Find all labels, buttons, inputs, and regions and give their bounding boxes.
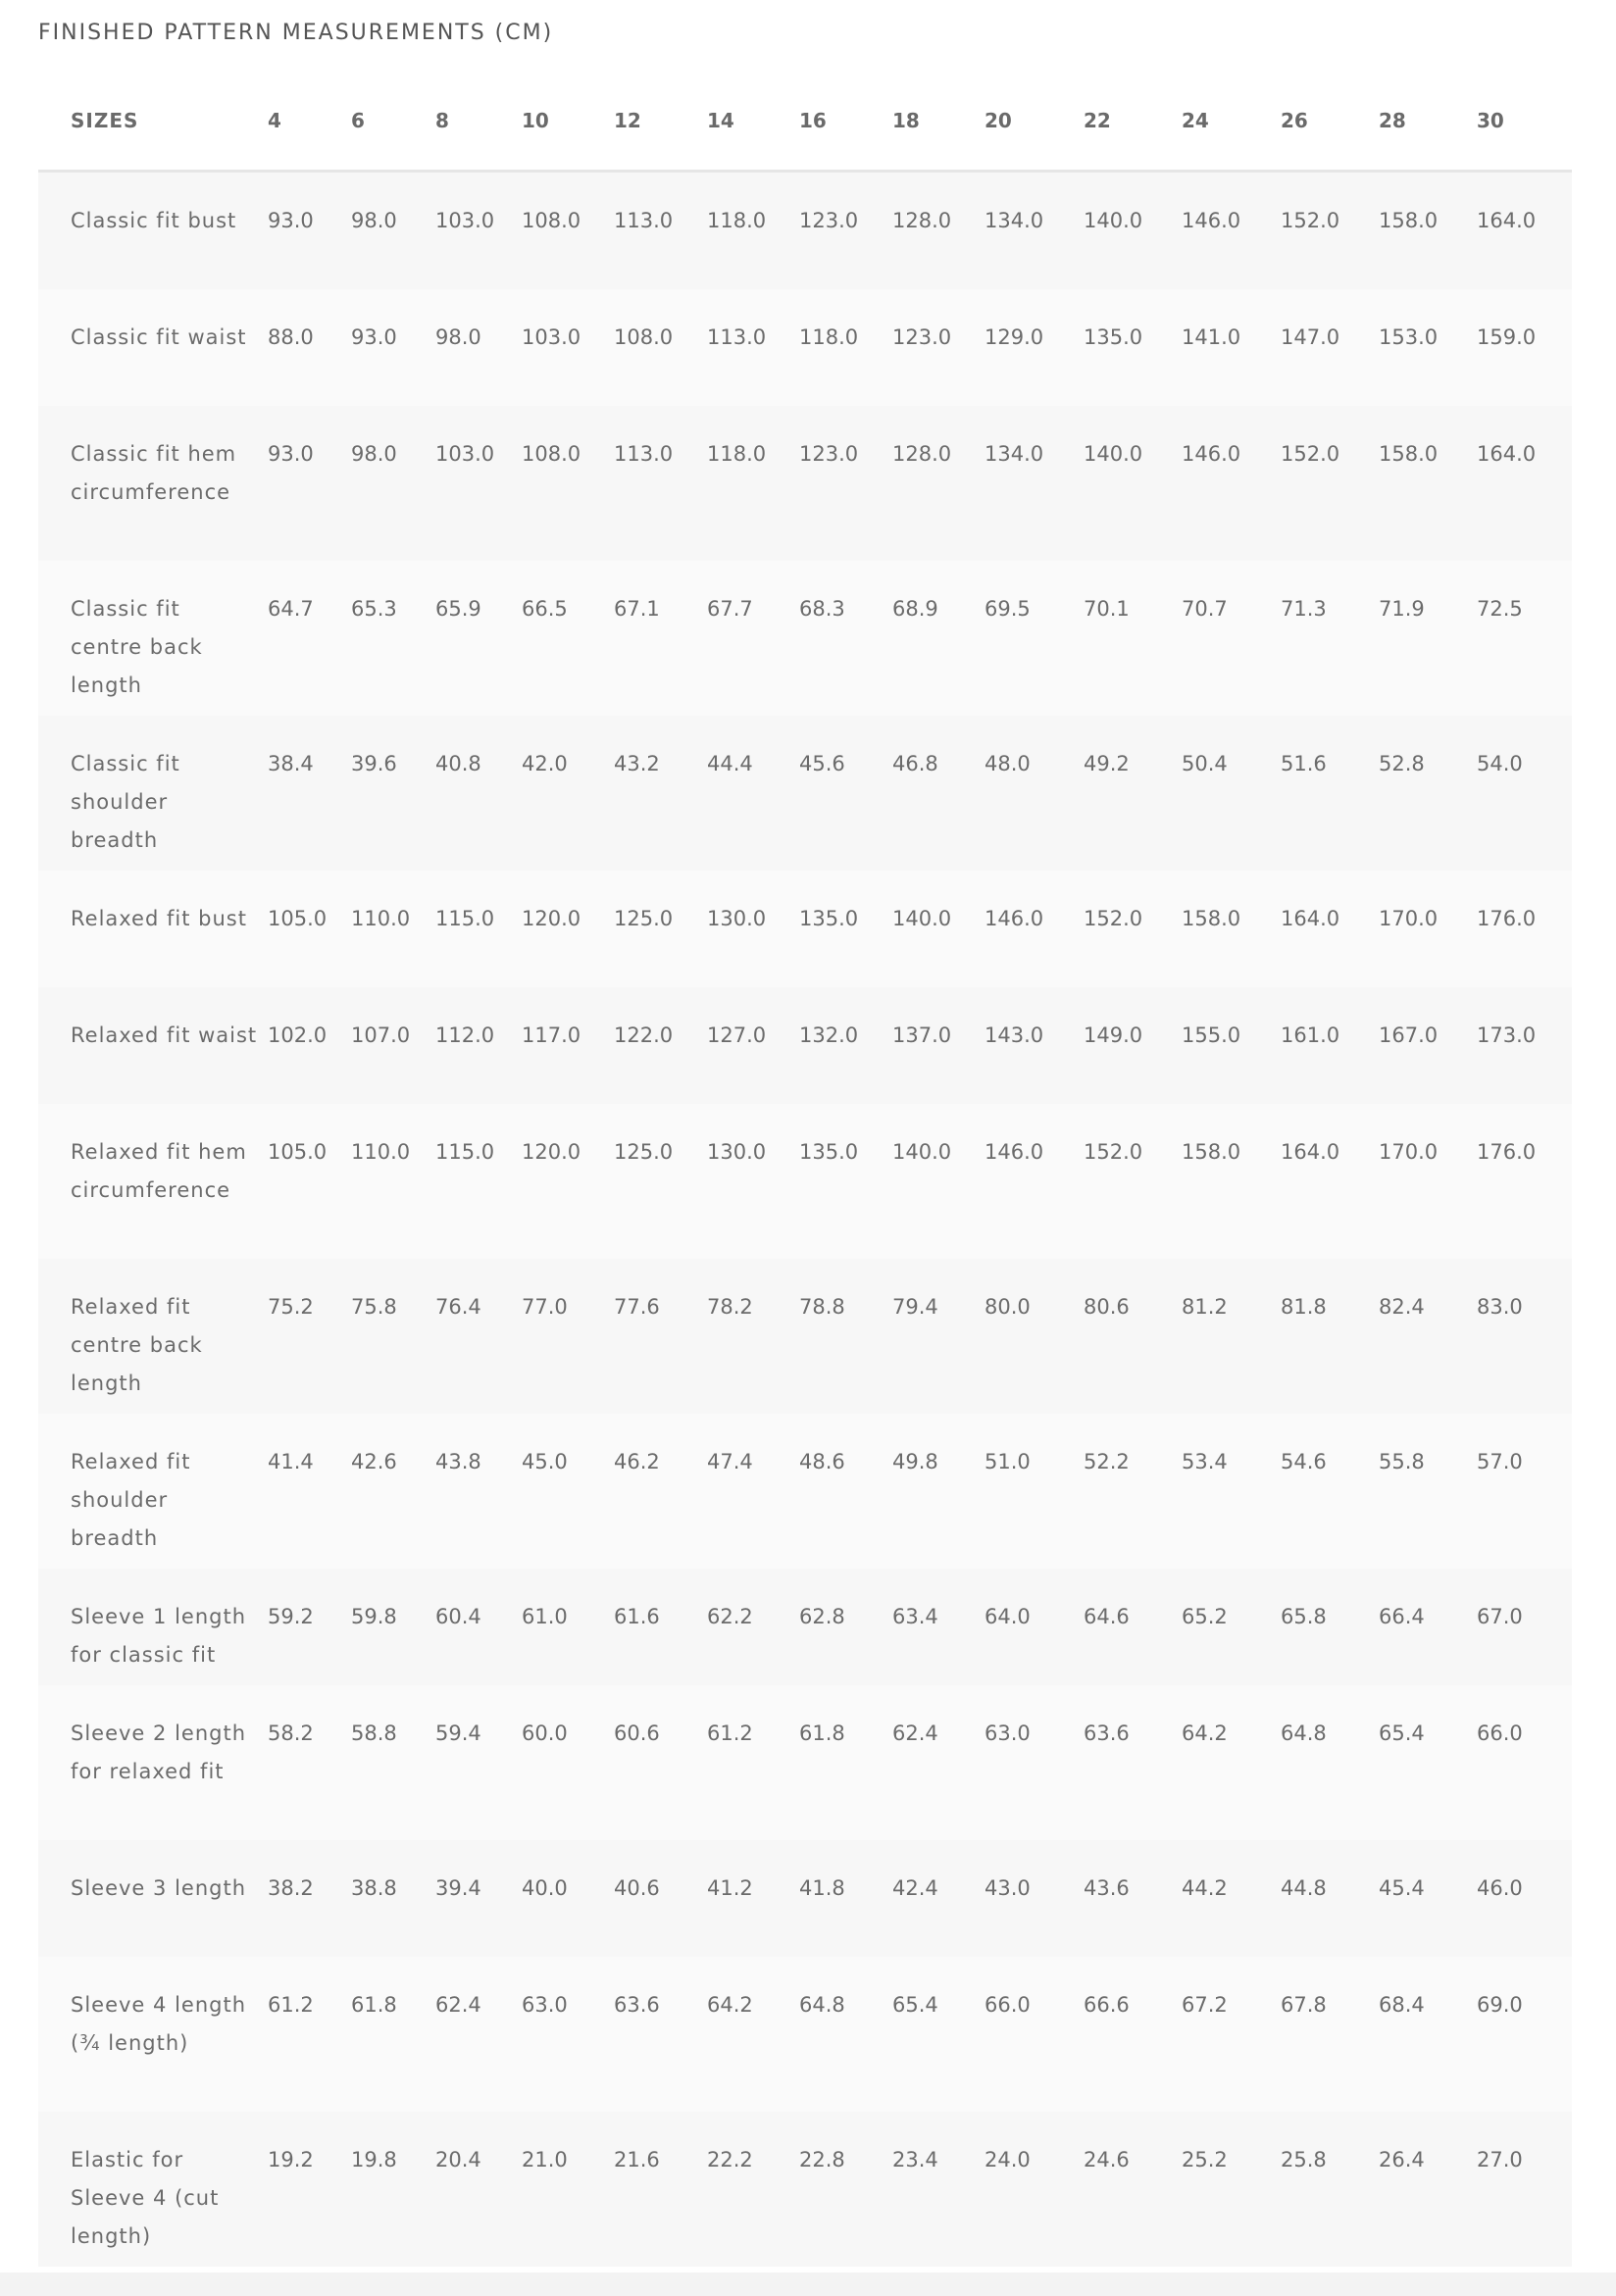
measurement-cell: 98.0 bbox=[351, 172, 435, 290]
measurement-cell: 23.4 bbox=[892, 2112, 985, 2267]
measurement-cell: 64.8 bbox=[1281, 1685, 1379, 1840]
row-label: Classic fit centre back length bbox=[38, 561, 268, 716]
measurement-cell: 158.0 bbox=[1182, 1104, 1281, 1259]
measurement-cell: 152.0 bbox=[1281, 406, 1379, 561]
measurement-cell: 176.0 bbox=[1477, 1104, 1572, 1259]
measurement-cell: 110.0 bbox=[351, 1104, 435, 1259]
measurement-cell: 20.4 bbox=[435, 2112, 522, 2267]
measurement-cell: 128.0 bbox=[892, 406, 985, 561]
measurement-cell: 113.0 bbox=[614, 406, 707, 561]
measurement-cell: 19.2 bbox=[268, 2112, 351, 2267]
measurement-cell: 103.0 bbox=[522, 289, 614, 406]
measurement-cell: 77.0 bbox=[522, 1259, 614, 1414]
measurement-cell: 66.5 bbox=[522, 561, 614, 716]
size-header: 24 bbox=[1182, 71, 1281, 172]
table-row bbox=[38, 2112, 1572, 2267]
measurement-cell: 46.0 bbox=[1477, 1840, 1572, 1957]
measurement-cell: 25.8 bbox=[1281, 2112, 1379, 2267]
measurement-cell: 164.0 bbox=[1281, 871, 1379, 987]
measurement-cell: 147.0 bbox=[1281, 289, 1379, 406]
measurement-cell: 40.0 bbox=[522, 1840, 614, 1957]
measurement-cell: 42.0 bbox=[522, 716, 614, 871]
measurement-cell: 55.8 bbox=[1379, 1414, 1477, 1569]
measurement-cell: 81.8 bbox=[1281, 1259, 1379, 1414]
size-header: 14 bbox=[707, 71, 799, 172]
measurement-cell: 170.0 bbox=[1379, 1104, 1477, 1259]
measurement-cell: 146.0 bbox=[985, 1104, 1084, 1259]
measurement-cell: 61.8 bbox=[351, 1957, 435, 2112]
measurement-cell: 63.0 bbox=[522, 1957, 614, 2112]
row-label: Classic fit shoulder breadth bbox=[38, 716, 268, 871]
measurement-cell: 65.8 bbox=[1281, 1569, 1379, 1685]
measurement-cell: 19.8 bbox=[351, 2112, 435, 2267]
measurement-cell: 67.1 bbox=[614, 561, 707, 716]
measurement-cell: 103.0 bbox=[435, 172, 522, 290]
measurement-cell: 135.0 bbox=[799, 871, 892, 987]
measurement-cell: 78.8 bbox=[799, 1259, 892, 1414]
measurement-cell: 110.0 bbox=[351, 871, 435, 987]
size-header: 4 bbox=[268, 71, 351, 172]
size-header: 30 bbox=[1477, 71, 1572, 172]
measurement-cell: 120.0 bbox=[522, 1104, 614, 1259]
measurement-cell: 159.0 bbox=[1477, 289, 1572, 406]
measurement-cell: 88.0 bbox=[268, 289, 351, 406]
measurement-cell: 38.4 bbox=[268, 716, 351, 871]
measurement-cell: 50.4 bbox=[1182, 716, 1281, 871]
row-label: Classic fit hem circumference bbox=[38, 406, 268, 561]
measurement-cell: 61.8 bbox=[799, 1685, 892, 1840]
table-row bbox=[38, 1957, 1572, 2112]
measurement-cell: 63.6 bbox=[1084, 1685, 1182, 1840]
measurement-cell: 164.0 bbox=[1477, 406, 1572, 561]
measurement-cell: 135.0 bbox=[1084, 289, 1182, 406]
measurement-cell: 82.4 bbox=[1379, 1259, 1477, 1414]
measurement-cell: 39.4 bbox=[435, 1840, 522, 1957]
measurement-cell: 67.2 bbox=[1182, 1957, 1281, 2112]
measurement-cell: 45.6 bbox=[799, 716, 892, 871]
measurement-cell: 43.2 bbox=[614, 716, 707, 871]
measurement-cell: 51.6 bbox=[1281, 716, 1379, 871]
size-header: 6 bbox=[351, 71, 435, 172]
table-row bbox=[38, 1414, 1572, 1569]
table-row bbox=[38, 1569, 1572, 1685]
row-label: Relaxed fit centre back length bbox=[38, 1259, 268, 1414]
measurement-cell: 123.0 bbox=[799, 406, 892, 561]
measurement-cell: 176.0 bbox=[1477, 871, 1572, 987]
measurement-cell: 71.3 bbox=[1281, 561, 1379, 716]
measurement-cell: 77.6 bbox=[614, 1259, 707, 1414]
measurement-cell: 120.0 bbox=[522, 871, 614, 987]
measurement-cell: 62.2 bbox=[707, 1569, 799, 1685]
measurement-cell: 134.0 bbox=[985, 406, 1084, 561]
measurement-cell: 135.0 bbox=[799, 1104, 892, 1259]
measurement-cell: 43.6 bbox=[1084, 1840, 1182, 1957]
measurement-cell: 40.6 bbox=[614, 1840, 707, 1957]
measurement-cell: 129.0 bbox=[985, 289, 1084, 406]
measurement-cell: 60.6 bbox=[614, 1685, 707, 1840]
measurement-cell: 118.0 bbox=[799, 289, 892, 406]
measurement-cell: 98.0 bbox=[435, 289, 522, 406]
measurement-cell: 76.4 bbox=[435, 1259, 522, 1414]
measurement-cell: 152.0 bbox=[1281, 172, 1379, 290]
measurement-cell: 123.0 bbox=[892, 289, 985, 406]
measurement-cell: 57.0 bbox=[1477, 1414, 1572, 1569]
measurement-cell: 161.0 bbox=[1281, 987, 1379, 1104]
measurement-cell: 140.0 bbox=[1084, 406, 1182, 561]
measurement-cell: 93.0 bbox=[268, 172, 351, 290]
size-header: 16 bbox=[799, 71, 892, 172]
measurement-cell: 81.2 bbox=[1182, 1259, 1281, 1414]
measurement-cell: 67.7 bbox=[707, 561, 799, 716]
measurement-cell: 48.0 bbox=[985, 716, 1084, 871]
measurement-cell: 61.0 bbox=[522, 1569, 614, 1685]
table-row bbox=[38, 987, 1572, 1104]
size-header: 12 bbox=[614, 71, 707, 172]
header-row bbox=[38, 71, 1572, 172]
measurement-cell: 44.4 bbox=[707, 716, 799, 871]
measurement-cell: 46.2 bbox=[614, 1414, 707, 1569]
measurement-cell: 39.6 bbox=[351, 716, 435, 871]
measurement-cell: 115.0 bbox=[435, 1104, 522, 1259]
measurement-cell: 63.0 bbox=[985, 1685, 1084, 1840]
measurement-cell: 48.6 bbox=[799, 1414, 892, 1569]
measurement-cell: 146.0 bbox=[1182, 406, 1281, 561]
measurement-cell: 130.0 bbox=[707, 1104, 799, 1259]
measurement-cell: 51.0 bbox=[985, 1414, 1084, 1569]
measurement-cell: 61.2 bbox=[268, 1957, 351, 2112]
measurement-cell: 98.0 bbox=[351, 406, 435, 561]
measurement-cell: 71.9 bbox=[1379, 561, 1477, 716]
measurement-cell: 83.0 bbox=[1477, 1259, 1572, 1414]
size-header: 22 bbox=[1084, 71, 1182, 172]
measurement-cell: 21.0 bbox=[522, 2112, 614, 2267]
measurement-cell: 24.6 bbox=[1084, 2112, 1182, 2267]
measurement-cell: 45.0 bbox=[522, 1414, 614, 1569]
size-header: 10 bbox=[522, 71, 614, 172]
measurement-cell: 59.8 bbox=[351, 1569, 435, 1685]
measurement-cell: 105.0 bbox=[268, 871, 351, 987]
sizes-header: SIZES bbox=[38, 71, 268, 172]
measurement-cell: 78.2 bbox=[707, 1259, 799, 1414]
measurement-cell: 149.0 bbox=[1084, 987, 1182, 1104]
measurement-cell: 112.0 bbox=[435, 987, 522, 1104]
page-footer-band bbox=[0, 2272, 1616, 2296]
measurement-cell: 115.0 bbox=[435, 871, 522, 987]
table-row bbox=[38, 1259, 1572, 1414]
size-header: 26 bbox=[1281, 71, 1379, 172]
table-row bbox=[38, 561, 1572, 716]
measurement-cell: 22.8 bbox=[799, 2112, 892, 2267]
size-header: 20 bbox=[985, 71, 1084, 172]
measurement-cell: 25.2 bbox=[1182, 2112, 1281, 2267]
measurement-cell: 62.4 bbox=[892, 1685, 985, 1840]
measurement-cell: 53.4 bbox=[1182, 1414, 1281, 1569]
row-label: Relaxed fit waist bbox=[38, 987, 268, 1104]
table-row bbox=[38, 871, 1572, 987]
measurement-cell: 49.2 bbox=[1084, 716, 1182, 871]
measurement-cell: 65.4 bbox=[1379, 1685, 1477, 1840]
measurement-cell: 60.4 bbox=[435, 1569, 522, 1685]
measurement-cell: 164.0 bbox=[1281, 1104, 1379, 1259]
measurement-cell: 62.8 bbox=[799, 1569, 892, 1685]
measurement-cell: 93.0 bbox=[268, 406, 351, 561]
measurement-cell: 79.4 bbox=[892, 1259, 985, 1414]
measurement-cell: 153.0 bbox=[1379, 289, 1477, 406]
measurement-cell: 66.4 bbox=[1379, 1569, 1477, 1685]
measurement-cell: 40.8 bbox=[435, 716, 522, 871]
measurement-cell: 46.8 bbox=[892, 716, 985, 871]
measurement-cell: 170.0 bbox=[1379, 871, 1477, 987]
table-row bbox=[38, 1685, 1572, 1840]
measurement-cell: 59.2 bbox=[268, 1569, 351, 1685]
row-label: Classic fit waist bbox=[38, 289, 268, 406]
measurement-cell: 125.0 bbox=[614, 871, 707, 987]
measurement-cell: 158.0 bbox=[1379, 172, 1477, 290]
measurement-cell: 64.2 bbox=[1182, 1685, 1281, 1840]
measurement-cell: 132.0 bbox=[799, 987, 892, 1104]
measurement-cell: 68.9 bbox=[892, 561, 985, 716]
measurement-cell: 137.0 bbox=[892, 987, 985, 1104]
measurement-cell: 58.2 bbox=[268, 1685, 351, 1840]
measurement-cell: 173.0 bbox=[1477, 987, 1572, 1104]
measurement-cell: 64.8 bbox=[799, 1957, 892, 2112]
measurement-cell: 58.8 bbox=[351, 1685, 435, 1840]
measurement-cell: 65.3 bbox=[351, 561, 435, 716]
measurement-cell: 107.0 bbox=[351, 987, 435, 1104]
measurement-cell: 130.0 bbox=[707, 871, 799, 987]
measurement-cell: 61.2 bbox=[707, 1685, 799, 1840]
measurement-cell: 141.0 bbox=[1182, 289, 1281, 406]
measurement-cell: 42.4 bbox=[892, 1840, 985, 1957]
measurement-cell: 54.6 bbox=[1281, 1414, 1379, 1569]
row-label: Sleeve 1 length for classic fit bbox=[38, 1569, 268, 1685]
measurement-cell: 102.0 bbox=[268, 987, 351, 1104]
measurement-cell: 64.2 bbox=[707, 1957, 799, 2112]
row-label: Classic fit bust bbox=[38, 172, 268, 290]
measurement-cell: 128.0 bbox=[892, 172, 985, 290]
measurement-cell: 146.0 bbox=[1182, 172, 1281, 290]
measurement-cell: 69.0 bbox=[1477, 1957, 1572, 2112]
size-header: 18 bbox=[892, 71, 985, 172]
measurement-cell: 113.0 bbox=[614, 172, 707, 290]
row-label: Elastic for Sleeve 4 (cut length) bbox=[38, 2112, 268, 2267]
row-label: Sleeve 4 length (¾ length) bbox=[38, 1957, 268, 2112]
measurement-cell: 66.0 bbox=[985, 1957, 1084, 2112]
measurement-cell: 65.9 bbox=[435, 561, 522, 716]
measurement-cell: 70.7 bbox=[1182, 561, 1281, 716]
page-title: FINISHED PATTERN MEASUREMENTS (CM) bbox=[38, 21, 554, 45]
measurement-cell: 143.0 bbox=[985, 987, 1084, 1104]
measurement-cell: 93.0 bbox=[351, 289, 435, 406]
size-header: 28 bbox=[1379, 71, 1477, 172]
measurement-cell: 80.6 bbox=[1084, 1259, 1182, 1414]
measurement-cell: 64.7 bbox=[268, 561, 351, 716]
measurement-cell: 47.4 bbox=[707, 1414, 799, 1569]
row-label: Relaxed fit bust bbox=[38, 871, 268, 987]
measurement-cell: 122.0 bbox=[614, 987, 707, 1104]
measurement-cell: 21.6 bbox=[614, 2112, 707, 2267]
measurement-cell: 125.0 bbox=[614, 1104, 707, 1259]
measurement-cell: 103.0 bbox=[435, 406, 522, 561]
measurement-cell: 140.0 bbox=[892, 871, 985, 987]
measurement-cell: 75.2 bbox=[268, 1259, 351, 1414]
measurement-cell: 41.8 bbox=[799, 1840, 892, 1957]
measurement-cell: 80.0 bbox=[985, 1259, 1084, 1414]
measurement-cell: 52.8 bbox=[1379, 716, 1477, 871]
table-row bbox=[38, 406, 1572, 561]
measurement-cell: 26.4 bbox=[1379, 2112, 1477, 2267]
measurement-cell: 45.4 bbox=[1379, 1840, 1477, 1957]
row-label: Sleeve 2 length for relaxed fit bbox=[38, 1685, 268, 1840]
measurement-cell: 41.2 bbox=[707, 1840, 799, 1957]
measurement-cell: 22.2 bbox=[707, 2112, 799, 2267]
measurement-cell: 65.2 bbox=[1182, 1569, 1281, 1685]
table-row bbox=[38, 1104, 1572, 1259]
measurement-cell: 54.0 bbox=[1477, 716, 1572, 871]
measurement-cell: 108.0 bbox=[522, 172, 614, 290]
measurement-cell: 67.0 bbox=[1477, 1569, 1572, 1685]
measurement-cell: 65.4 bbox=[892, 1957, 985, 2112]
measurement-cell: 42.6 bbox=[351, 1414, 435, 1569]
measurement-cell: 52.2 bbox=[1084, 1414, 1182, 1569]
measurement-cell: 118.0 bbox=[707, 172, 799, 290]
measurement-cell: 27.0 bbox=[1477, 2112, 1572, 2267]
measurement-cell: 69.5 bbox=[985, 561, 1084, 716]
measurement-cell: 24.0 bbox=[985, 2112, 1084, 2267]
measurement-cell: 118.0 bbox=[707, 406, 799, 561]
table-row bbox=[38, 716, 1572, 871]
measurement-cell: 63.6 bbox=[614, 1957, 707, 2112]
measurement-cell: 44.8 bbox=[1281, 1840, 1379, 1957]
measurement-cell: 60.0 bbox=[522, 1685, 614, 1840]
measurement-cell: 164.0 bbox=[1477, 172, 1572, 290]
measurement-cell: 38.8 bbox=[351, 1840, 435, 1957]
table-row bbox=[38, 1840, 1572, 1957]
measurement-cell: 152.0 bbox=[1084, 1104, 1182, 1259]
measurement-cell: 105.0 bbox=[268, 1104, 351, 1259]
measurement-cell: 108.0 bbox=[614, 289, 707, 406]
measurement-cell: 167.0 bbox=[1379, 987, 1477, 1104]
measurement-cell: 43.0 bbox=[985, 1840, 1084, 1957]
measurement-cell: 108.0 bbox=[522, 406, 614, 561]
measurement-cell: 49.8 bbox=[892, 1414, 985, 1569]
measurement-cell: 127.0 bbox=[707, 987, 799, 1104]
table-body bbox=[38, 172, 1572, 2268]
measurement-cell: 62.4 bbox=[435, 1957, 522, 2112]
measurement-cell: 67.8 bbox=[1281, 1957, 1379, 2112]
measurement-cell: 152.0 bbox=[1084, 871, 1182, 987]
measurement-cell: 68.3 bbox=[799, 561, 892, 716]
measurement-cell: 38.2 bbox=[268, 1840, 351, 1957]
measurement-cell: 64.6 bbox=[1084, 1569, 1182, 1685]
measurement-cell: 66.6 bbox=[1084, 1957, 1182, 2112]
measurement-cell: 44.2 bbox=[1182, 1840, 1281, 1957]
measurement-cell: 155.0 bbox=[1182, 987, 1281, 1104]
measurement-cell: 64.0 bbox=[985, 1569, 1084, 1685]
measurement-cell: 140.0 bbox=[1084, 172, 1182, 290]
table-row bbox=[38, 289, 1572, 406]
measurement-cell: 66.0 bbox=[1477, 1685, 1572, 1840]
measurement-cell: 59.4 bbox=[435, 1685, 522, 1840]
measurement-cell: 140.0 bbox=[892, 1104, 985, 1259]
measurement-cell: 146.0 bbox=[985, 871, 1084, 987]
row-label: Sleeve 3 length bbox=[38, 1840, 268, 1957]
table-row bbox=[38, 172, 1572, 290]
size-header: 8 bbox=[435, 71, 522, 172]
measurement-cell: 41.4 bbox=[268, 1414, 351, 1569]
measurement-cell: 75.8 bbox=[351, 1259, 435, 1414]
measurement-cell: 61.6 bbox=[614, 1569, 707, 1685]
measurement-cell: 72.5 bbox=[1477, 561, 1572, 716]
measurement-cell: 158.0 bbox=[1379, 406, 1477, 561]
measurements-table bbox=[38, 71, 1572, 2267]
row-label: Relaxed fit shoulder breadth bbox=[38, 1414, 268, 1569]
measurement-cell: 123.0 bbox=[799, 172, 892, 290]
measurement-cell: 43.8 bbox=[435, 1414, 522, 1569]
measurement-cell: 117.0 bbox=[522, 987, 614, 1104]
measurement-cell: 68.4 bbox=[1379, 1957, 1477, 2112]
measurement-cell: 158.0 bbox=[1182, 871, 1281, 987]
measurement-cell: 70.1 bbox=[1084, 561, 1182, 716]
measurement-cell: 134.0 bbox=[985, 172, 1084, 290]
row-label: Relaxed fit hem circumference bbox=[38, 1104, 268, 1259]
measurement-cell: 63.4 bbox=[892, 1569, 985, 1685]
measurement-cell: 113.0 bbox=[707, 289, 799, 406]
